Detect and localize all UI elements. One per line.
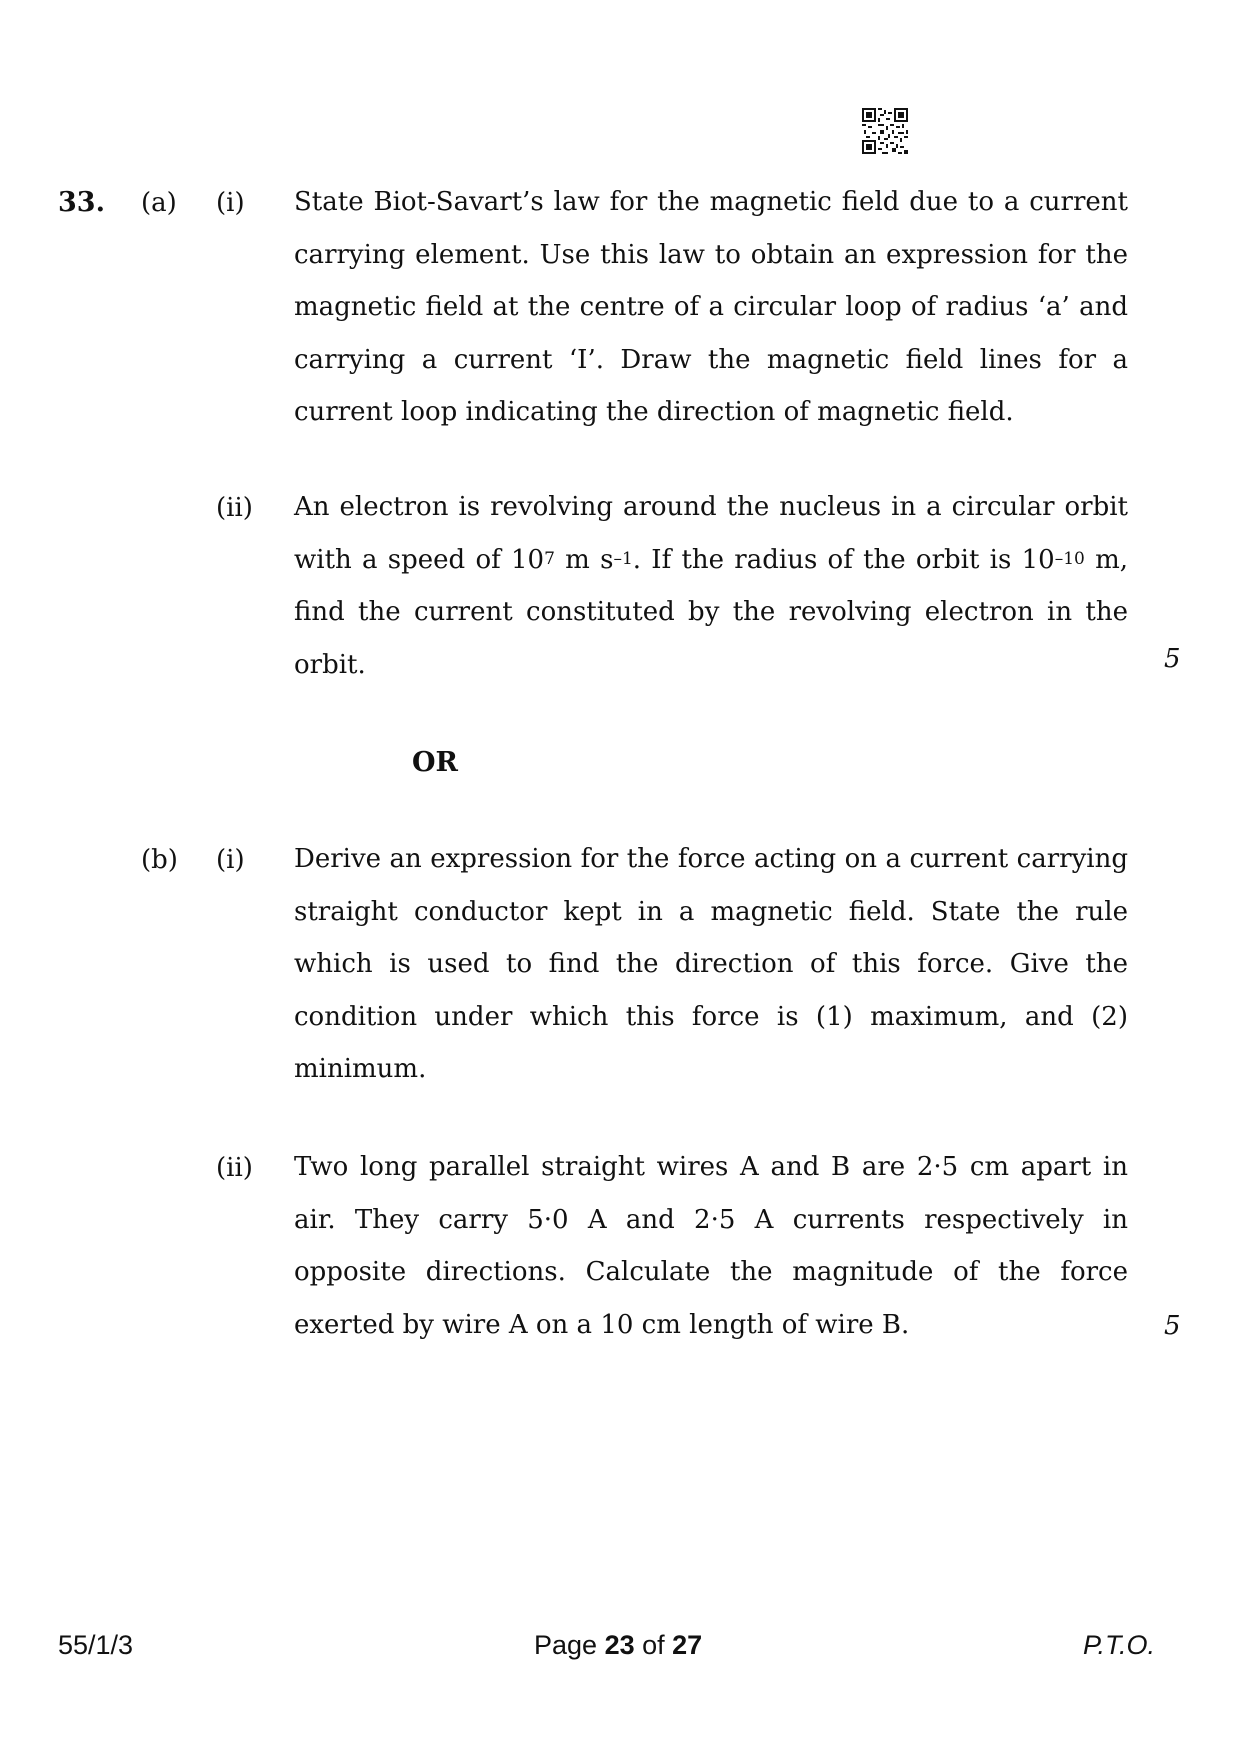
part-a-marks: 5 <box>1164 644 1181 674</box>
part-a-i-text: State Biot-Savart’s law for the magnetic field due to a current carrying element. Use this law to obtain an expression for the magnetic field at the centre of a circular loop of radius ‘a’ and carrying a current ‘I’. Draw the magnetic field lines for a current loop indicating the direction of magnetic field. <box>294 187 1128 427</box>
part-b-ii-label: (ii) <box>216 1153 253 1183</box>
part-a-label: (a) <box>141 188 177 218</box>
part-a-ii-label: (ii) <box>216 493 253 523</box>
part-b-ii-text: Two long parallel straight wires A and B are 2·5 cm apart in air. They carry 5·0 A and 2·5 A currents respectively in opposite directions. Calculate the magnitude of the force exerted by wire A on a 10 cm length of wire B. <box>294 1152 1128 1340</box>
paper-code: 55/1/3 <box>58 1630 134 1660</box>
page-number: Page 23 of 27 <box>534 1630 703 1660</box>
part-b-marks: 5 <box>1164 1311 1181 1341</box>
part-b-i-label: (i) <box>216 845 245 875</box>
part-b-i-text: Derive an expression for the force acting on a current carrying straight conductor kept in a magnetic field. State the rule which is used to find the direction of this force. Give the condition under which this force is (1) maximum, and (2) minimum. <box>294 844 1128 1084</box>
exponent-speed: 7 <box>544 548 555 569</box>
part-a-ii-text: An electron is revolving around the nucleus in a circular orbit with a speed of $10^7$ m $s^{-1}$. If the radius of the orbit is $10^{-10}$ m, find the current constituted by the revolving electron in the orbit. <box>294 492 1129 680</box>
exponent-radius: –10 <box>1054 548 1085 569</box>
part-a-i-label: (i) <box>216 188 245 218</box>
qr-code-icon <box>862 108 908 154</box>
or-separator: OR <box>412 747 458 778</box>
pto-label: P.T.O. <box>1083 1630 1156 1660</box>
part-b-label: (b) <box>141 845 178 875</box>
exponent-unit: –1 <box>613 548 633 569</box>
question-number: 33. <box>58 187 105 218</box>
